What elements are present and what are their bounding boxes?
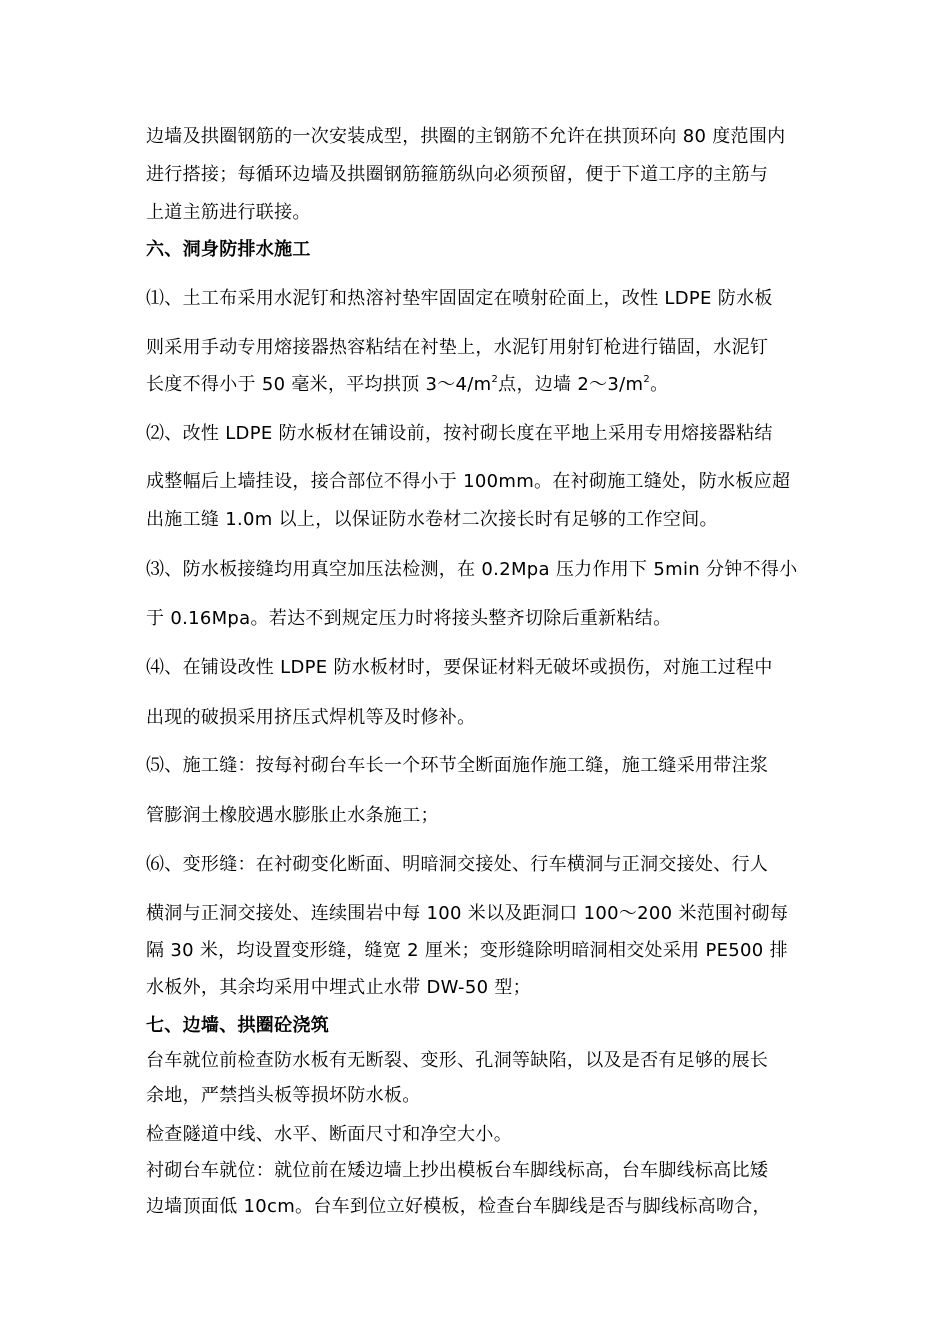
body-text-line: 边墙顶面低 10cm。台车到位立好模板，检查台车脚线是否与脚线标高吻合， bbox=[146, 1196, 771, 1217]
body-text-line: 成整幅后上墙挂设，接合部位不得小于 100mm。在衬砌施工缝处，防水板应超 bbox=[146, 471, 791, 492]
text-segment: 。 bbox=[650, 374, 669, 395]
body-text-line: 余地，严禁挡头板等损坏防水板。 bbox=[146, 1085, 421, 1106]
superscript: 2 bbox=[491, 374, 499, 385]
list-item-text: ⑷、在铺设改性 LDPE 防水板材时，要保证材料无破坏或损伤，对施工过程中 bbox=[146, 657, 773, 678]
body-text-line: 台车就位前检查防水板有无断裂、变形、孔洞等缺陷，以及是否有足够的展长 bbox=[146, 1050, 769, 1071]
body-text-line: 于 0.16Mpa。若达不到规定压力时将接头整齐切除后重新粘结。 bbox=[146, 608, 672, 629]
section-heading: 六、洞身防排水施工 bbox=[146, 239, 311, 260]
superscript: 2 bbox=[643, 374, 651, 385]
section-heading: 七、边墙、拱圈砼浇筑 bbox=[146, 1015, 329, 1036]
text-segment: 点，边墙 2～3/m bbox=[498, 374, 644, 395]
body-text-line: 则采用手动专用熔接器热容粘结在衬垫上，水泥钉用射钉枪进行锚固，水泥钉 bbox=[146, 337, 769, 358]
list-item-text: ⑶、防水板接缝均用真空加压法检测，在 0.2Mpa 压力作用下 5min 分钟不得小 bbox=[146, 559, 798, 580]
body-text-line: 边墙及拱圈钢筋的一次安装成型，拱圈的主钢筋不允许在拱顶环向 80 度范围内 bbox=[146, 126, 786, 147]
body-text-line: 衬砌台车就位：就位前在矮边墙上抄出模板台车脚线标高，台车脚线标高比矮 bbox=[146, 1160, 769, 1181]
body-text-line: 上道主筋进行联接。 bbox=[146, 202, 311, 223]
body-text-line: 进行搭接；每循环边墙及拱圈钢筋箍筋纵向必须预留，便于下道工序的主筋与 bbox=[146, 164, 769, 185]
list-item-text: ⑴、土工布采用水泥钉和热溶衬垫牢固固定在喷射砼面上，改性 LDPE 防水板 bbox=[146, 288, 773, 309]
body-text-line: 隔 30 米，均设置变形缝，缝宽 2 厘米；变形缝除明暗洞相交处采用 PE500 排 bbox=[146, 940, 788, 961]
body-text-line: 管膨润土橡胶遇水膨胀止水条施工； bbox=[146, 805, 439, 826]
list-item-text: ⑹、变形缝：在衬砌变化断面、明暗洞交接处、行车横洞与正洞交接处、行人 bbox=[146, 854, 769, 875]
body-text-line: 水板外，其余均采用中埋式止水带 DW-50 型； bbox=[146, 977, 531, 998]
list-item-text: ⑸、施工缝：按每衬砌台车长一个环节全断面施作施工缝，施工缝采用带注浆 bbox=[146, 755, 769, 776]
body-text-line: 检查隧道中线、水平、断面尺寸和净空大小。 bbox=[146, 1124, 512, 1145]
body-text-line: 出施工缝 1.0m 以上，以保证防水卷材二次接长时有足够的工作空间。 bbox=[146, 509, 718, 530]
body-text-line: 横洞与正洞交接处、连续围岩中每 100 米以及距洞口 100～200 米范围衬砌每 bbox=[146, 903, 789, 924]
body-text-line: 出现的破损采用挤压式焊机等及时修补。 bbox=[146, 707, 476, 728]
body-text-line bbox=[146, 371, 668, 399]
text-segment: 长度不得小于 50 毫米，平均拱顶 3～4/m bbox=[146, 374, 492, 395]
list-item-text: ⑵、改性 LDPE 防水板材在铺设前，按衬砌长度在平地上采用专用熔接器粘结 bbox=[146, 423, 773, 444]
